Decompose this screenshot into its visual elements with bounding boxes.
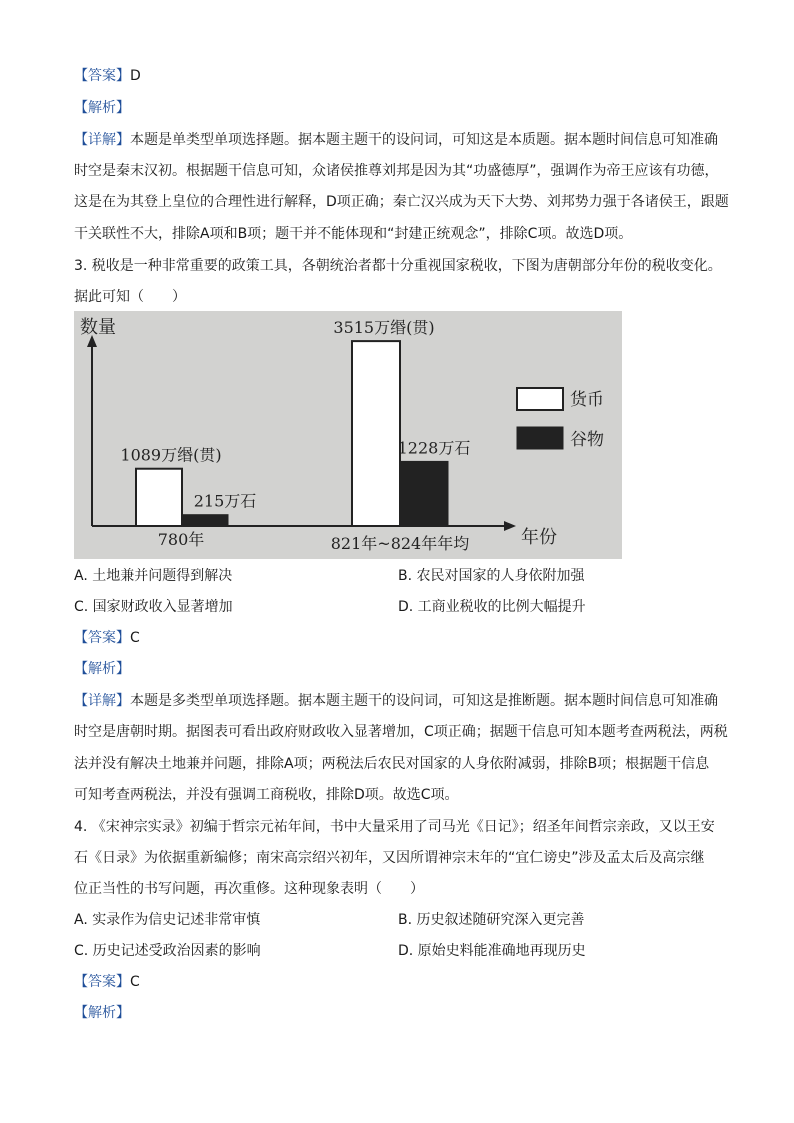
tax-chart-svg [74,311,622,559]
label-grain-780: 215万石 [193,491,257,511]
q4-option-b: B. 历史叙述随研究深入更完善 [398,912,585,928]
detail-text: 本题是多类型单项选择题。据本题主题干的设问词，可知这是推断题。据本题时间信息可知准确 [130,693,718,709]
q4-answer-line [74,972,140,992]
legend-label-money: 货币 [570,390,604,410]
q4-option-a: A. 实录作为信史记述非常审慎 [74,912,261,928]
answer-value: C [130,974,140,990]
detail-text: 本题是单类型单项选择题。据本题主题干的设问词，可知这是本质题。据本题时间信息可知准确 [130,132,718,148]
q4-option-d: D. 原始史料能准确地再现历史 [398,943,586,959]
q2-detail-line-3: 这是在为其登上皇位的合理性进行解释，D项正确；秦亡汉兴成为天下大势、刘邦势力强于各诸侯王，跟题 [74,194,729,210]
q3-detail-line-2: 时空是唐朝时期。据图表可看出政府财政收入显著增加，C项正确；据题干信息可知本题考查两税法，两税 [74,724,728,740]
q2-analysis-tag: 【解析】 [74,100,130,116]
q2-detail-line-4: 干关联性不大，排除A项和B项；题干并不能体现和“封建正统观念”，排除C项。故选D项。 [74,226,633,242]
label-money-780: 1089万缗(贯) [120,445,222,465]
y-axis-label: 数量 [80,317,116,338]
q2-detail-line-2: 时空是秦末汉初。根据题干信息可知，众诸侯推尊刘邦是因为其“功盛德厚”，强调作为帝王应该有功德， [74,163,719,179]
q3-option-a: A. 土地兼并问题得到解决 [74,568,233,584]
q2-detail-line-1 [74,130,718,150]
bar-grain-821-824 [400,461,448,526]
answer-tag: 【答案】 [74,974,130,990]
q4-analysis-tag: 【解析】 [74,1005,130,1021]
q3-option-b: B. 农民对国家的人身依附加强 [398,568,585,584]
answer-value: C [130,630,140,646]
category-label-780: 780年 [157,530,205,549]
legend-swatch-grain [517,427,563,449]
bar-money-821-824 [352,341,400,526]
q3-detail-line-4: 可知考查两税法，并没有强调工商税收，排除D项。故选C项。 [74,787,459,803]
label-money-821-824: 3515万缗(贯) [333,318,435,338]
q4-stem-line-1: 4. 《宋神宗实录》初编于哲宗元祐年间，书中大量采用了司马光《日记》；绍圣年间哲宗亲政，又以王安 [74,819,715,835]
legend-label-grain: 谷物 [570,430,604,450]
bar-money-780 [136,469,182,526]
q3-option-d: D. 工商业税收的比例大幅提升 [398,599,586,615]
q3-stem-line-1: 3. 税收是一种非常重要的政策工具，各朝统治者都十分重视国家税收，下图为唐朝部分年份的税收变化。 [74,258,722,274]
q4-stem-line-3: 位正当性的书写问题，再次重修。这种现象表明（ ） [74,881,424,897]
bar-grain-780 [182,515,228,526]
q3-answer-line [74,628,140,648]
legend-swatch-money [517,388,563,410]
q4-option-c: C. 历史记述受政治因素的影响 [74,943,261,959]
q3-stem-line-2: 据此可知（ ） [74,289,186,305]
q3-option-c: C. 国家财政收入显著增加 [74,599,233,615]
answer-tag: 【答案】 [74,630,130,646]
label-grain-821-824: 1228万石 [397,438,471,458]
answer-tag: 【答案】 [74,68,130,84]
detail-tag: 【详解】 [74,132,130,148]
q3-detail-line-1 [74,691,718,711]
q3-analysis-tag: 【解析】 [74,661,130,677]
q2-answer-line [74,66,141,86]
detail-tag: 【详解】 [74,693,130,709]
category-label-821-824: 821年~824年年均 [330,534,470,553]
x-axis-label: 年份 [521,527,557,548]
q4-stem-line-2: 石《日录》为依据重新编修；南宋高宗绍兴初年，又因所谓神宗末年的“宜仁谤史”涉及孟太后及高宗继 [74,850,705,866]
answer-value: D [130,68,141,84]
tax-chart [74,311,622,559]
q3-detail-line-3: 法并没有解决土地兼并问题，排除A项；两税法后农民对国家的人身依附减弱，排除B项；根据题干信息 [74,756,710,772]
